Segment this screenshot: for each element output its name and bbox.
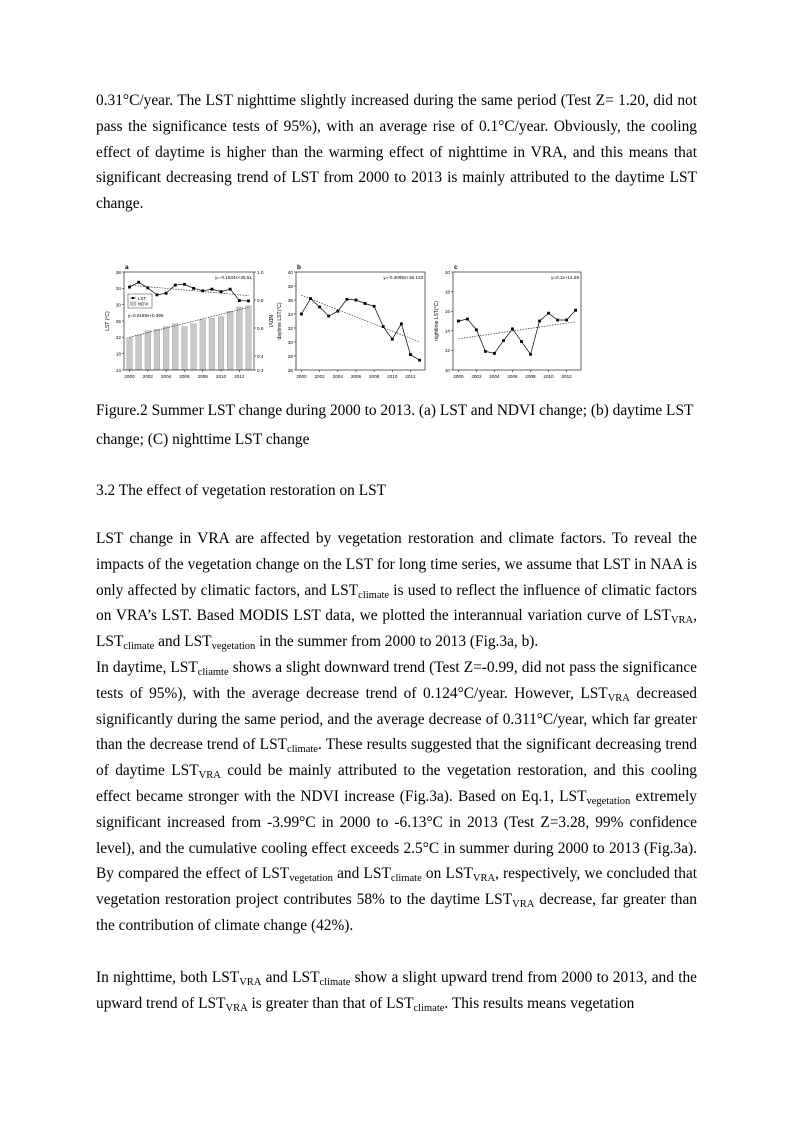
y2-tick-label: 0.4: [257, 353, 264, 359]
lst-data-point: [493, 352, 496, 355]
lst-data-point: [529, 353, 532, 356]
ndvi-bar: [209, 318, 215, 370]
lst-data-point: [409, 353, 412, 356]
y-tick-label: 12: [444, 348, 450, 354]
figure-panel-a: [96, 262, 274, 382]
y-tick-label: 38: [287, 283, 293, 289]
y-tick-label: 10: [444, 367, 450, 373]
lst-data-point: [373, 305, 376, 308]
paragraph-lst-change: LST change in VRA are affected by vegetation restoration and climate factors. To reveal the impacts of the vegetation change on the LST for long time series, we assume that LST in NAA is only affected by climatic factors, and $LST_{climate}$ is used to reflect the influence of climatic factors on VRA’s LST. Based MODIS LST data, we plotted the interannual variation curve of $LST_{VRA}$, $LST_{climate}$ and $LST_{vegetation}$ in the summer from 2000 to 2013 (Fig.3a, b).: [96, 530, 698, 653]
lst-data-point: [466, 318, 469, 321]
x-tick-label: 2010: [387, 374, 398, 379]
ndvi-bar: [246, 306, 252, 370]
y-tick-label: 14: [115, 367, 121, 373]
lst-data-point: [201, 289, 204, 292]
lst-data-point: [565, 319, 568, 322]
ndvi-equation: y=0.0189x+0.396: [128, 313, 164, 318]
ndvi-bar: [145, 331, 151, 370]
lst-data-point: [391, 338, 394, 341]
lst-data-point: [318, 306, 321, 309]
y-tick-label: 34: [287, 311, 293, 317]
lst-data-point: [556, 319, 559, 322]
lst-data-point: [146, 287, 149, 290]
lst-series-line: [458, 310, 575, 354]
lst-data-point: [165, 292, 168, 295]
y-tick-label: 32: [287, 325, 293, 331]
x-tick-label: 2000: [296, 374, 307, 379]
panel-letter: c: [454, 264, 458, 271]
ndvi-bar: [200, 320, 206, 370]
y-tick-label: 34: [115, 286, 121, 292]
y2-tick-label: 0.6: [257, 325, 264, 331]
legend-ndvi-label: NDVI: [138, 301, 149, 307]
y-tick-label: 26: [287, 367, 293, 373]
section-heading: 3.2 The effect of vegetation restoration on LST: [96, 482, 387, 499]
lst-data-point: [538, 320, 541, 323]
y2-tick-label: 0.3: [257, 367, 264, 373]
paragraph-daytime: In daytime, $LST_{cliamte}$ shows a slight downward trend (Test Z=-0.99, did not pass the significance tests of 95%), with the average decrease trend of 0.124°C/year. However, $LST_{VRA}$ decreased significantly during the same period, and the average decrease of 0.311°C/year, which far greater than the decrease trend of $LST_{climate}$. These results suggested that the significant decreasing trend of daytime $LST_{VRA}$ could be mainly attributed to the vegetation restoration, and this cooling effect became stronger with the NDVI increase (Fig.3a). Based on Eq.1, $LST_{vegetation}$ extremely significant increased from -3.99°C in 2000 to -6.13°C in 2013 (Test Z=3.28, 99% confidence level), and the cumulative cooling effect exceeds 2.5°C in summer during 2000 to 2013 (Fig.3a). By compared the effect of $LST_{vegetation}$ and $LST_{climate}$ on $LST_{VRA}$, respectively, we concluded that vegetation restoration project contributes 58% to the daytime $LST_{VRA}$ decrease, far greater than the contribution of climate change (42%).: [96, 659, 698, 934]
x-tick-label: 2008: [525, 374, 536, 379]
lst-data-point: [475, 328, 478, 331]
x-tick-label: 2010: [543, 374, 554, 379]
ndvi-bar: [127, 338, 133, 370]
ndvi-bar: [237, 307, 243, 370]
ndvi-bar: [218, 317, 224, 370]
lst-data-point: [457, 320, 460, 323]
y-tick-label: 26: [115, 318, 121, 324]
nighttime-equation: y=0.1x+14.59: [551, 275, 579, 280]
y-tick-label: 22: [115, 335, 121, 341]
x-tick-label: 2000: [124, 374, 135, 379]
x-tick-label: 2002: [142, 374, 153, 379]
x-tick-label: 2010: [215, 374, 227, 379]
daytime-equation: y=-0.3095x+36.133: [383, 275, 423, 280]
ndvi-bar: [172, 324, 178, 370]
y-tick-label: 30: [115, 302, 121, 308]
x-tick-label: 2004: [489, 374, 500, 379]
y-tick-label: 40: [287, 269, 293, 275]
y2-axis-label: NDVI: [267, 315, 273, 327]
lst-data-point: [137, 281, 140, 284]
x-tick-label: 2004: [160, 374, 172, 379]
ndvi-bar: [182, 327, 188, 370]
lst-data-point: [502, 339, 505, 342]
lst-data-point: [300, 313, 303, 316]
y-axis-label: daytime LST(°C): [277, 302, 283, 340]
x-tick-label: 2006: [507, 374, 518, 379]
ndvi-bar: [163, 327, 169, 370]
lst-data-point: [327, 315, 330, 318]
x-tick-label: 2004: [332, 374, 343, 379]
y-tick-label: 14: [444, 328, 450, 334]
lst-data-point: [336, 310, 339, 313]
lst-data-point: [574, 309, 577, 312]
plot-frame: [453, 272, 581, 370]
lst-data-point: [418, 359, 421, 362]
y-axis-label: nighttime LST(°C): [434, 301, 440, 341]
y-tick-label: 30: [287, 339, 293, 345]
lst-data-point: [192, 287, 195, 290]
lst-trend-line: [301, 295, 419, 342]
lst-data-point: [484, 350, 487, 353]
x-tick-label: 2000: [453, 374, 464, 379]
ndvi-bar: [191, 324, 197, 370]
y-tick-label: 18: [444, 289, 450, 295]
y-tick-label: 20: [444, 269, 450, 275]
lst-data-point: [183, 283, 186, 286]
x-tick-label: 2012: [561, 374, 572, 379]
lst-data-point: [238, 299, 241, 302]
y-tick-label: 36: [287, 297, 293, 303]
x-tick-label: 2006: [179, 374, 190, 379]
figure-panel-c: [433, 262, 585, 382]
y-tick-label: 18: [115, 351, 121, 357]
lst-data-point: [174, 284, 177, 287]
figure-caption: Figure.2 Summer LST change during 2000 to 2013. (a) LST and NDVI change; (b) daytime LST change; (C) nighttime LST change: [96, 402, 694, 448]
x-tick-label: 2002: [314, 374, 325, 379]
plot-frame: [124, 272, 254, 370]
lst-data-point: [511, 327, 514, 330]
x-tick-label: 2012: [234, 374, 245, 379]
lst-data-point: [382, 325, 385, 328]
x-tick-label: 2008: [369, 374, 380, 379]
x-tick-label: 2002: [471, 374, 482, 379]
y-tick-label: 28: [287, 353, 293, 359]
y-axis-label: LST (°C): [105, 311, 111, 331]
legend-ndvi-swatch: [130, 302, 136, 306]
lst-data-point: [229, 288, 232, 291]
lst-data-point: [210, 288, 213, 291]
ndvi-bar: [154, 329, 160, 370]
legend-lst-label: LST: [138, 295, 147, 301]
x-tick-label: 2012: [405, 374, 416, 379]
y2-tick-label: 1.0: [257, 269, 264, 275]
lst-data-point: [309, 297, 312, 300]
x-tick-label: 2008: [197, 374, 208, 379]
lst-data-point: [128, 286, 131, 289]
y-tick-label: 38: [115, 269, 121, 275]
lst-data-point: [547, 312, 550, 315]
lst-data-point: [156, 293, 159, 296]
ndvi-bar: [136, 335, 142, 370]
y2-tick-label: 0.8: [257, 297, 264, 303]
intro-paragraph: 0.31°C/year. The LST nighttime slightly increased during the same period (Test Z= 1.20, did not pass the significance tests of 95%), with an average rise of 0.1°C/year. Obviously, the cooling effect of daytime is higher than the warming effect of nighttime in VRA, and this means that significant decreasing trend of LST from 2000 to 2013 is mainly attributed to the daytime LST change.: [96, 92, 697, 213]
lst-data-point: [220, 290, 223, 293]
paragraph-nighttime: In nighttime, both $LST_{VRA}$ and $LST_{climate}$ show a slight upward trend from 2000 to 2013, and the upward trend of $LST_{VRA}$ is greater than that of $LST_{climate}$. This results means vegetation: [96, 969, 697, 1014]
lst-data-point: [247, 300, 250, 303]
lst-data-point: [345, 298, 348, 301]
lst-data-point: [400, 322, 403, 325]
ndvi-bar: [227, 311, 233, 370]
lst-equation: y=-0.1634x+35.51: [214, 275, 252, 280]
plot-frame: [296, 272, 425, 370]
y-tick-label: 16: [444, 309, 450, 314]
lst-data-point: [364, 302, 367, 305]
panel-letter: b: [297, 264, 301, 271]
x-tick-label: 2006: [350, 374, 362, 379]
lst-data-point: [355, 299, 358, 302]
lst-data-point: [520, 340, 523, 343]
figure-panel-b: [278, 262, 430, 382]
panel-letter: a: [125, 264, 129, 271]
legend-lst-marker: [132, 297, 134, 299]
